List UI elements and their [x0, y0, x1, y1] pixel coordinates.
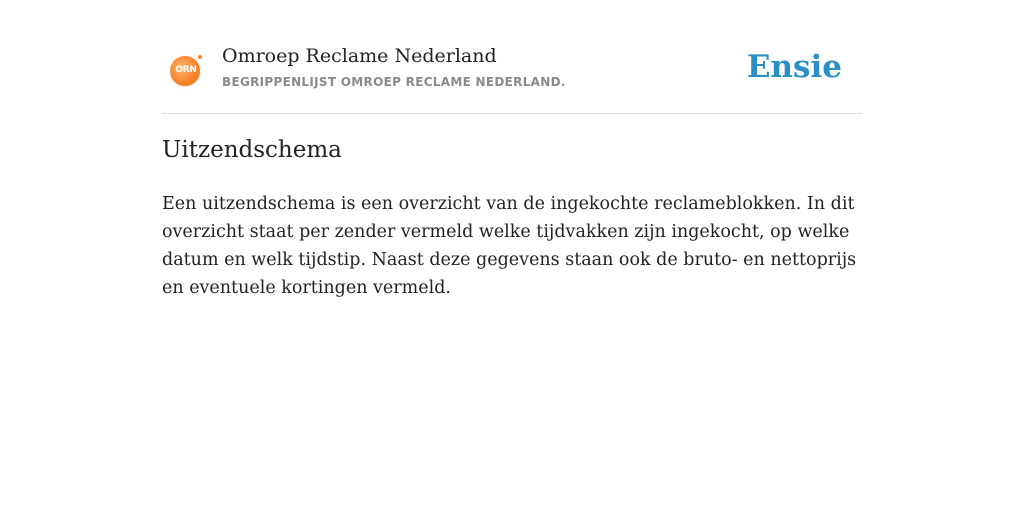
site-title[interactable]: Omroep Reclame Nederland	[222, 45, 497, 67]
term-definition: Een uitzendschema is een overzicht van de ingekochte reclameblokken. In dit overzicht staat per zender vermeld welke tijdvakken zijn ingekocht, op welke datum en welk tijdstip. Naast deze gegevens staan ook de bruto- en nettoprijs en eventuele kortingen vermeld.	[162, 194, 857, 298]
logo-spark-icon	[198, 55, 202, 59]
orn-logo[interactable]	[168, 53, 204, 85]
page-container	[162, 0, 862, 298]
header	[162, 0, 862, 114]
term-title: Uitzendschema	[162, 137, 342, 163]
ensie-brand-link[interactable]: Ensie	[746, 49, 842, 85]
site-subtitle: BEGRIPPENLIJST OMROEP RECLAME NEDERLAND.	[222, 75, 566, 89]
logo-text: ORN	[175, 65, 197, 75]
